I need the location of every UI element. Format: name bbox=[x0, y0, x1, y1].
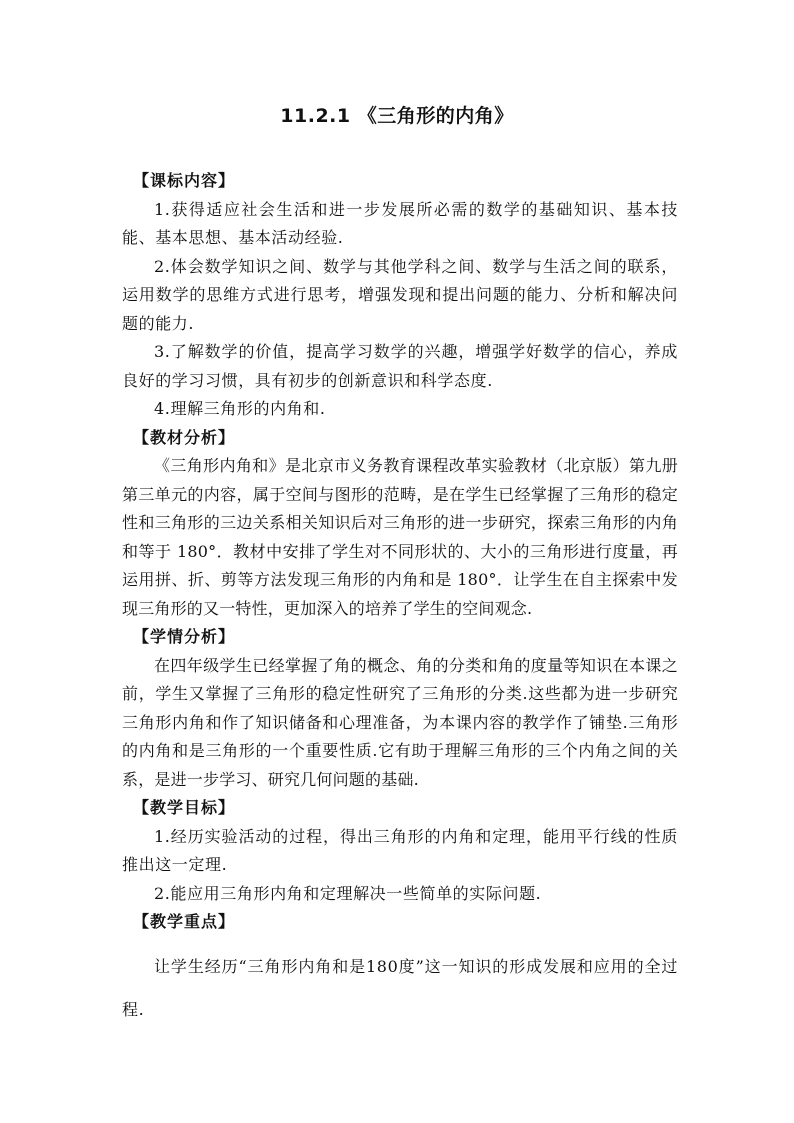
section-teaching-objectives bbox=[122, 794, 678, 908]
section-curriculum-content bbox=[122, 167, 678, 424]
paragraph: 2.能应用三角形内角和定理解决一些简单的实际问题. bbox=[154, 883, 542, 903]
paragraph: 1.经历实验活动的过程，得出三角形的内角和定理，能用平行线的性质推出这一定理. bbox=[122, 826, 678, 874]
section-teaching-focus bbox=[122, 908, 678, 1031]
paragraph: 4.理解三角形的内角和. bbox=[154, 399, 326, 418]
section-heading: 【教学目标】 bbox=[133, 798, 236, 817]
section-heading: 【课标内容】 bbox=[133, 171, 236, 190]
section-student-analysis bbox=[122, 623, 678, 794]
paragraph: 让学生经历“三角形内角和是180度”这一知识的形成发展和应用的全过程. bbox=[122, 956, 678, 1019]
section-heading: 【教学重点】 bbox=[133, 912, 236, 931]
paragraph: 3.了解数学的价值，提高学习数学的兴趣，增强学好数学的信心，养成良好的学习习惯，具有初步的创新意识和科学态度. bbox=[122, 342, 678, 390]
section-textbook-analysis bbox=[122, 424, 678, 624]
paragraph: 1.获得适应社会生活和进一步发展所必需的数学的基础知识、基本技能、基本思想、基本活动经验. bbox=[122, 199, 678, 247]
paragraph: 在四年级学生已经掌握了角的概念、角的分类和角的度量等知识在本课之前，学生又掌握了三角形的稳定性研究了三角形的分类.这些都为进一步研究三角形内角和作了知识储备和心理准备，为本课内容的教学作了铺垫.三角形的内角和是三角形的一个重要性质.它有助于理解三角形的三个内角之间的关系，是进一步学习、研究几何问题的基础. bbox=[122, 655, 678, 789]
section-heading: 【教材分析】 bbox=[133, 427, 236, 447]
page-title: 11.2.1 《三角形的内角》 bbox=[280, 105, 514, 127]
paragraph: 2.体会数学知识之间、数学与其他学科之间、数学与生活之间的联系，运用数学的思维方式进行思考，增强发现和提出问题的能力、分析和解决问题的能力. bbox=[122, 256, 678, 333]
paragraph: 《三角形内角和》是北京市义务教育课程改革实验教材（北京版）第九册第三单元的内容，属于空间与图形的范畴，是在学生已经掌握了三角形的稳定性和三角形的三边关系相关知识后对三角形的进一步研究，探索三角形的内角和等于 180°．教材中安排了学生对不同形状的、大小的三角形进行度量，再运用拼、折、剪等方法发现三角形的内角和是 180°．让学生在自主探索中发现三角形的又一特性，更加深入的培养了学生的空间观念. bbox=[122, 456, 678, 618]
section-heading: 【学情分析】 bbox=[133, 627, 236, 646]
document-body bbox=[122, 167, 678, 1031]
